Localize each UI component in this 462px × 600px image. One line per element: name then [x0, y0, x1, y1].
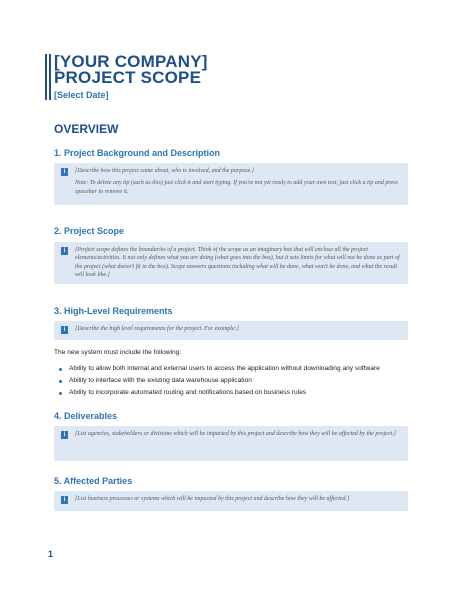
section-heading-background: 1. Project Background and Description — [54, 148, 221, 158]
section-heading-requirements: 3. High-Level Requirements — [54, 306, 173, 316]
list-item: Ability to allow both internal and external users to access the application without downloading any software — [58, 365, 380, 377]
info-icon: i — [61, 326, 68, 334]
tip-box-scope[interactable] — [54, 242, 408, 284]
section-heading-affected-parties: 5. Affected Parties — [54, 476, 133, 486]
section-heading-scope: 2. Project Scope — [54, 226, 125, 236]
tip-text: [Describe the high level requirements for the project. For example:] — [75, 326, 239, 332]
document-title[interactable] — [54, 54, 208, 86]
list-item: Ability to incorporate automated routing and notifications based on business rules — [58, 389, 380, 401]
title-accent-bars — [45, 54, 51, 100]
title-line-company[interactable]: [YOUR COMPANY] — [54, 52, 208, 71]
tip-box-background[interactable] — [54, 163, 408, 205]
page-number: 1 — [48, 549, 54, 559]
tip-box-deliverables[interactable] — [54, 426, 408, 461]
info-icon: i — [61, 496, 68, 504]
tip-text: [Project scope defines the boundaries of a project. Think of the scope as an imaginary box that will enclose all the project elements/activities. It not only defines what you are doing (what goes into the box), but it sets limits for what will not be done as part of the project (what doesn't fit in the box). Scope answers questions including what will be done, what won't be done, and what the result will look like.] — [75, 247, 400, 279]
requirements-intro: The new system must include the following: — [54, 349, 182, 356]
tip-box-affected-parties[interactable] — [54, 491, 408, 511]
title-line-project-scope: PROJECT SCOPE — [54, 68, 202, 87]
tip-box-requirements[interactable] — [54, 321, 408, 340]
tip-text: [List agencies, stakeholders or divisions which will be impacted by this project and describe how they will be affected by the project.] — [75, 431, 397, 437]
overview-heading: OVERVIEW — [54, 122, 119, 136]
tip-text: [Describe how this project came about, who is involved, and the purpose.] — [75, 168, 255, 174]
list-item: Ability to interface with the existing data warehouse application — [58, 377, 380, 389]
info-icon: i — [61, 168, 68, 176]
requirements-list — [58, 365, 380, 401]
info-icon: i — [61, 247, 68, 255]
date-picker-field[interactable]: [Select Date] — [54, 90, 109, 100]
tip-note: Note: To delete any tip (such as this) just click it and start typing. If you're not yet ready to add your own text, just click a tip and press spacebar to remove it. — [75, 180, 398, 195]
tip-text: [List business processes or systems which will be impacted by this project and describe how they will be affected.] — [75, 496, 350, 502]
section-heading-deliverables: 4. Deliverables — [54, 411, 118, 421]
info-icon: i — [61, 431, 68, 439]
